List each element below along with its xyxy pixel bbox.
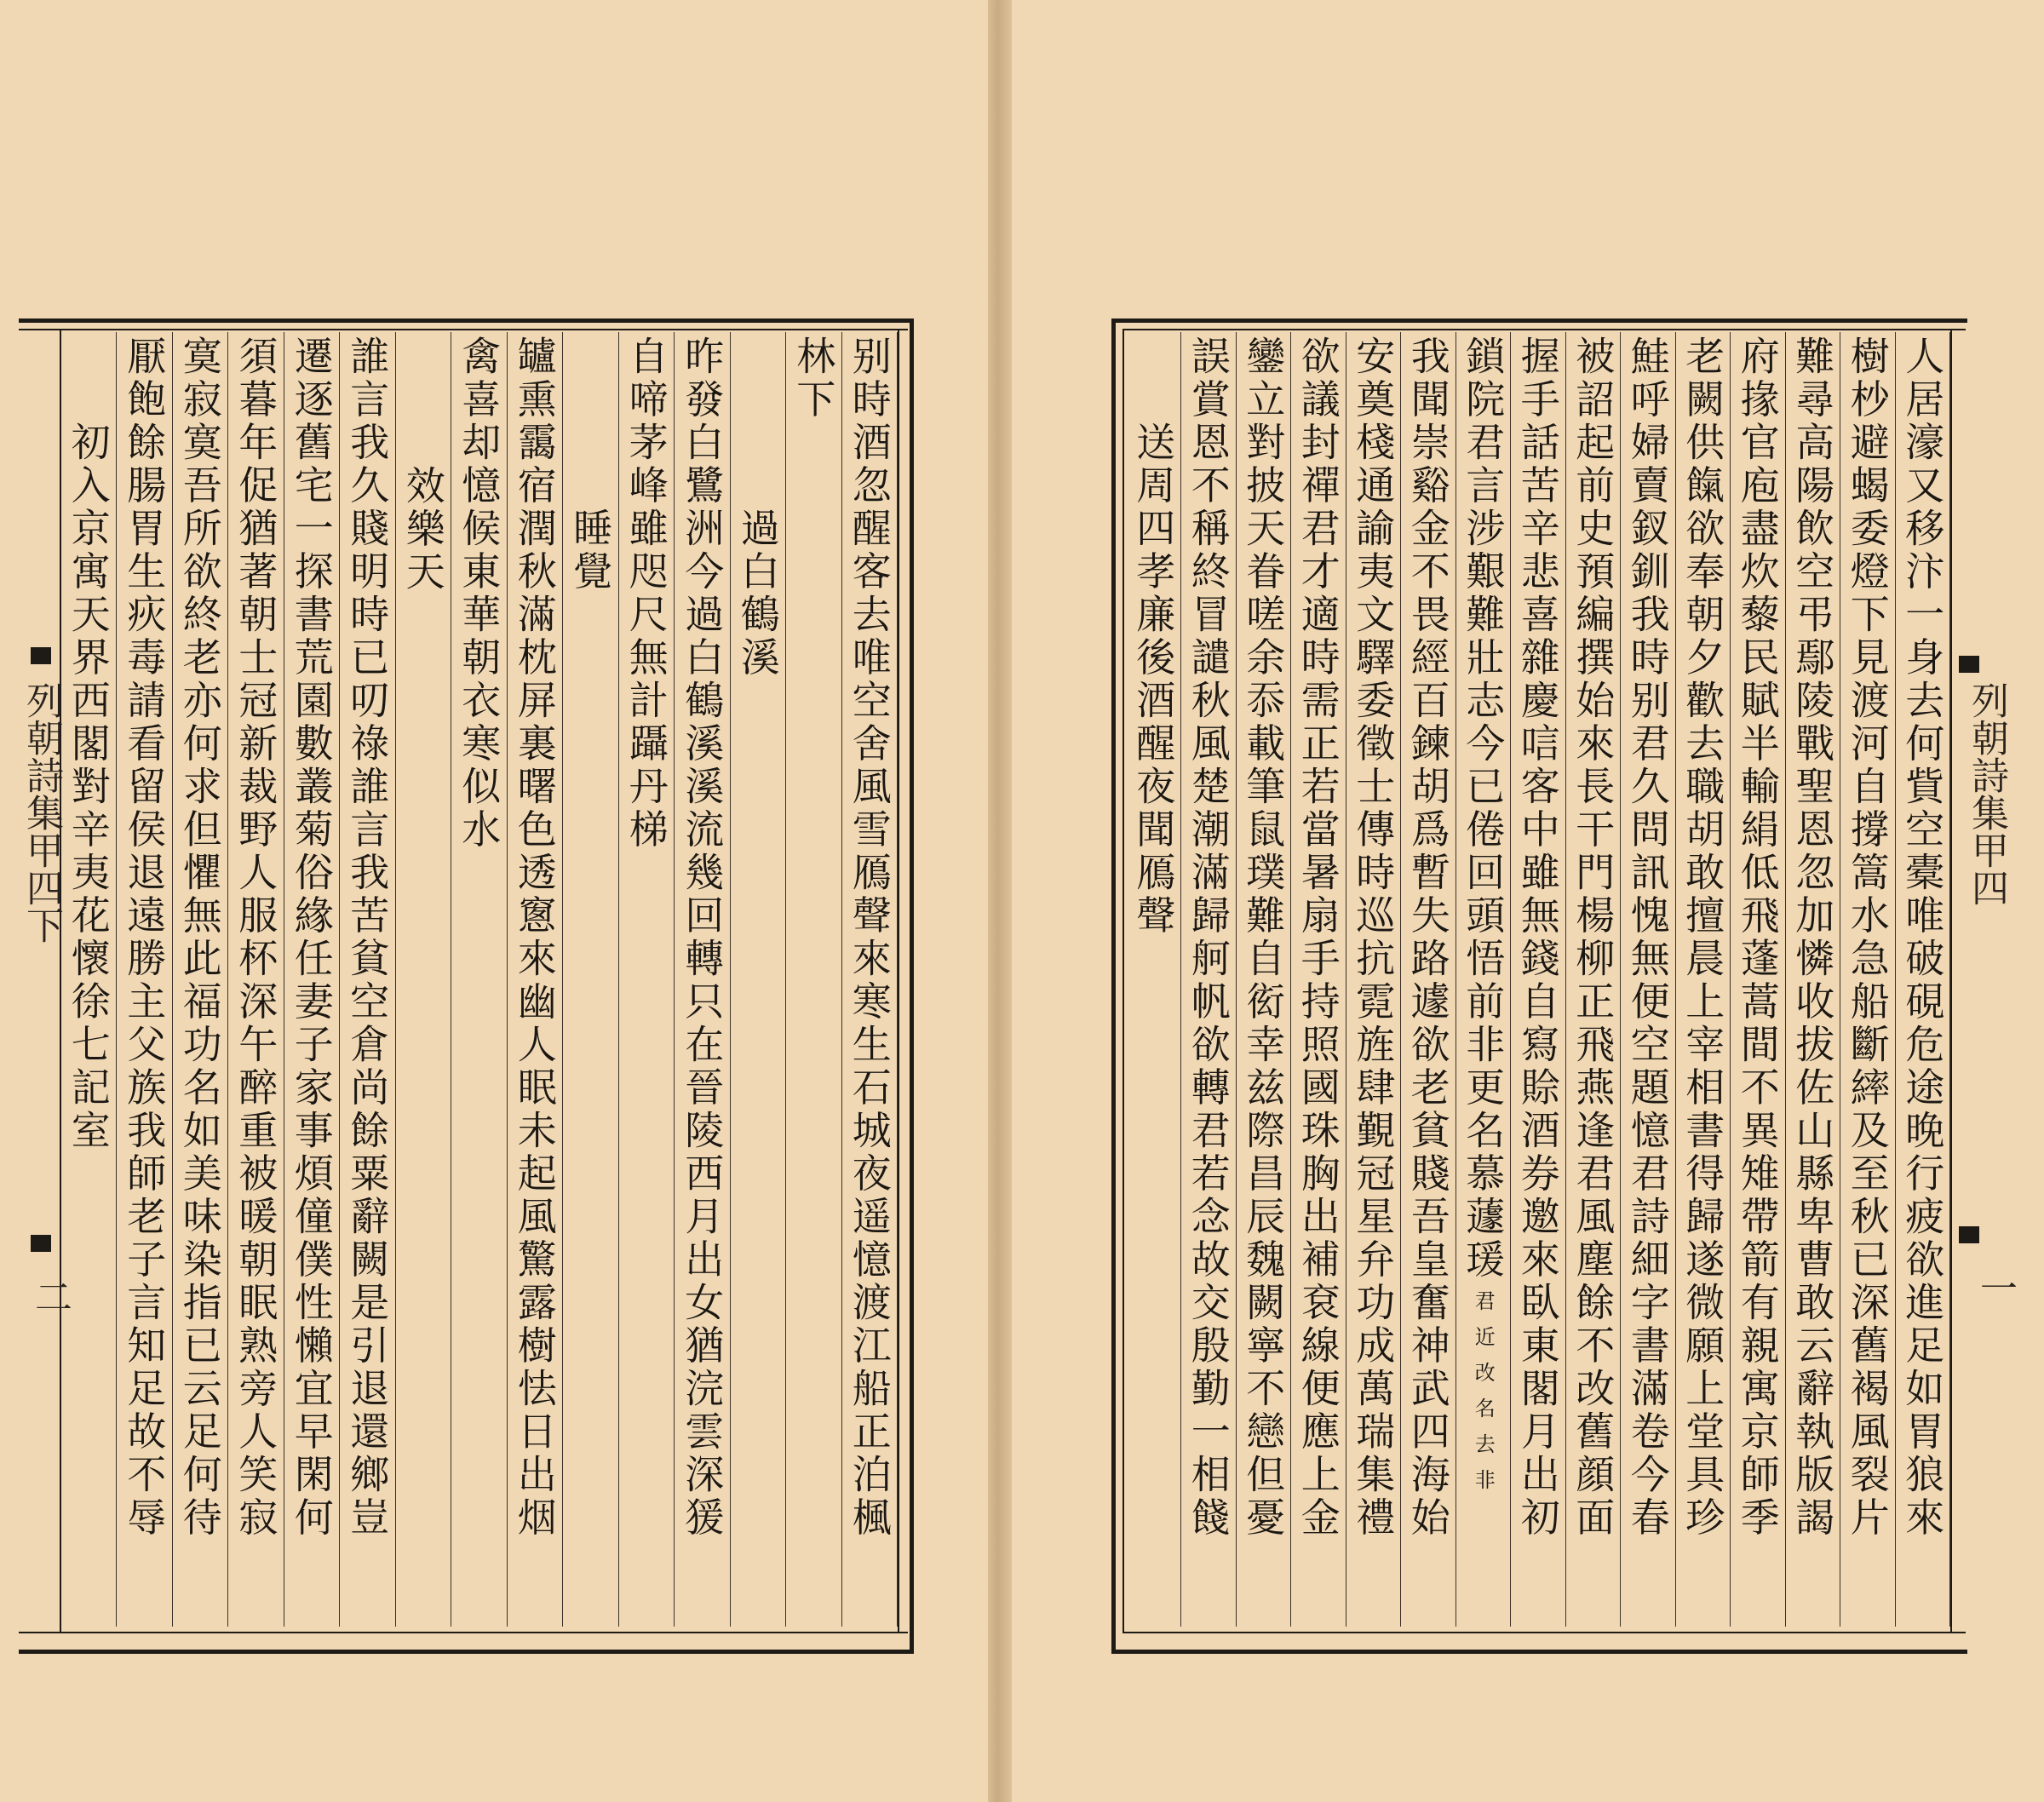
left-column-10 — [340, 332, 396, 1627]
left-column-text: 睡覺 — [567, 508, 614, 594]
left-column-13 — [173, 332, 229, 1627]
right-column-text: 被詔起前史預編撰始來長干門楊柳正飛燕逢君風塵餘不改舊顔面 — [1570, 336, 1616, 1540]
right-column-text: 鮭呼婦賣釵釧我時别君久問訊愧無便空題憶君詩細字書滿卷今春 — [1624, 336, 1671, 1540]
right-frame-inner-top — [1122, 329, 1966, 330]
right-column-13 — [1237, 332, 1292, 1627]
right-column-5 — [1676, 332, 1731, 1627]
left-column-text: 誰言我久賤明時已叨祿誰言我苦貧空倉尚餘粟辭闕是引退還鄉豈 — [344, 336, 391, 1540]
left-fishtail-top — [31, 647, 51, 664]
left-column-12 — [228, 332, 284, 1627]
left-column-11 — [284, 332, 341, 1627]
left-column-8 — [451, 332, 508, 1627]
left-column-text: 過白鶴溪 — [734, 508, 781, 680]
left-column-1 — [842, 332, 899, 1627]
right-margin-title: 列朝詩集甲四 — [1965, 681, 2008, 906]
right-column-3 — [1786, 332, 1841, 1627]
right-column-text: 欲議封禪君才適時需正若當暑扇手持照國珠胸出補袞線便應上金 — [1295, 336, 1341, 1540]
right-column-text: 送周四孝廉後酒醒夜聞鴈聲 — [1130, 422, 1177, 938]
right-column-note: 君近改名去非 — [1471, 1290, 1496, 1505]
right-column-1 — [1896, 332, 1951, 1627]
left-column-text: 罏熏靄宿潤秋滿枕屏裏曙色透窻來幽人眠未起風驚露樹怯日出烟 — [511, 336, 558, 1540]
left-column-text: 初入京寓天界西閣對辛夷花懷徐七記室 — [65, 422, 112, 1153]
left-margin-folio: 二 — [28, 1277, 72, 1315]
right-column-8 — [1511, 332, 1566, 1627]
right-column-2 — [1840, 332, 1896, 1627]
left-column-6 — [563, 332, 619, 1627]
left-column-text: 林下 — [790, 336, 837, 422]
left-column-4 — [675, 332, 731, 1627]
right-column-text: 老闕供餼欲奉朝夕歡去職胡敢擅晨上宰相書得歸遂微願上堂具珍 — [1679, 336, 1726, 1540]
right-column-text: 誤賞恩不稱終冒譴秋風楚潮滿歸舸帆欲轉君若念故交殷勤一相餞 — [1185, 336, 1232, 1540]
left-column-3 — [731, 332, 787, 1627]
right-column-text: 我聞崇谿金不畏經百鍊胡爲暫失路遽欲老貧賤吾皇奮神武四海始 — [1404, 336, 1451, 1540]
right-column-text: 鑾立對披天眷嗟余忝載筆鼠璞難自衒幸兹際昌辰魏闕寧不戀但憂 — [1240, 336, 1287, 1540]
left-column-2 — [786, 332, 842, 1627]
right-frame-inner-left — [1122, 329, 1124, 1633]
right-column-text: 人居濠又移汴一身去何貲空橐唯破硯危途晚行疲欲進足如胃狼來 — [1899, 336, 1946, 1540]
left-column-15 — [61, 332, 118, 1627]
left-frame-inner-bottom — [19, 1632, 908, 1633]
left-column-7 — [508, 332, 564, 1627]
right-fishtail-top — [1959, 656, 1979, 673]
left-column-text: 須暮年促猶著朝士冠新裁野人服杯深午醉重被暖朝眠熟旁人笑寂 — [233, 336, 279, 1540]
left-column-14 — [117, 332, 173, 1627]
right-column-11 — [1346, 332, 1402, 1627]
right-column-9 — [1456, 332, 1512, 1627]
left-column-text: 禽喜却憶候東華朝衣寒似水 — [456, 336, 502, 852]
right-margin-line — [1950, 329, 1952, 1633]
right-column-6 — [1621, 332, 1676, 1627]
left-margin-title: 列朝詩集甲四下 — [20, 681, 63, 944]
right-column-4 — [1731, 332, 1786, 1627]
left-column-text: 昨發白鷺洲今過白鶴溪溪流幾回轉只在晉陵西月出女猶浣雲深猨 — [679, 336, 726, 1540]
left-column-text: 别時酒忽醒客去唯空舍風雪鴈聲來寒生石城夜遥憶渡江船正泊楓 — [846, 336, 893, 1540]
right-fishtail-bottom — [1959, 1226, 1979, 1243]
right-column-7 — [1566, 332, 1622, 1627]
right-frame-inner-bottom — [1122, 1632, 1966, 1633]
left-column-text: 厭飽餘腸胃生疢毒請看留侯退遠勝主父族我師老子言知足故不辱 — [121, 336, 168, 1540]
right-column-14 — [1181, 332, 1237, 1627]
right-column-text: 府掾官庖盡炊藜民賦半輸絹低飛蓬蒿間不異雉帶箭有親寓京師季 — [1734, 336, 1781, 1540]
left-column-5 — [619, 332, 675, 1627]
left-column-text: 自啼茅峰雖咫尺無計躡丹梯 — [623, 336, 669, 852]
right-column-text: 安奠棧通諭夷文驛委徵士傳時巡抗霓旌肆覲冠星弁功成萬瑞集禮 — [1350, 336, 1397, 1540]
left-frame-inner-right — [898, 329, 899, 1633]
left-column-text: 效樂天 — [399, 464, 446, 594]
right-column-12 — [1291, 332, 1346, 1627]
right-column-15 — [1127, 332, 1182, 1627]
right-column-10 — [1401, 332, 1456, 1627]
right-column-text: 鎖院君言涉艱難壯志今已倦回頭悟前非更名慕蘧瑗 — [1460, 336, 1507, 1282]
right-column-text: 樹杪避蝎委燈下見渡河自撐篙水急船斷繂及至秋已深舊褐風裂片 — [1844, 336, 1891, 1540]
left-column-9 — [396, 332, 452, 1627]
left-frame-inner-top — [19, 329, 908, 330]
left-column-text: 寞寂寞吾所欲終老亦何求但懼無此福功名如美味染指已云足何待 — [176, 336, 223, 1540]
right-column-text: 握手話苦辛悲喜雜慶唁客中雖無錢自寫賒酒券邀來臥東閣月出初 — [1514, 336, 1561, 1540]
left-column-text: 遷逐舊宅一探書荒園數叢菊俗緣任妻子家事煩僮僕性懶宜早閑何 — [288, 336, 335, 1540]
right-margin-folio: 一 — [1973, 1269, 2017, 1306]
left-fishtail-bottom — [31, 1235, 51, 1252]
book-gutter — [988, 0, 1012, 1802]
right-column-text: 難尋高陽飲空弔鄢陵戰聖恩忽加憐收拔佐山縣卑曹敢云辭執版謁 — [1789, 336, 1836, 1540]
